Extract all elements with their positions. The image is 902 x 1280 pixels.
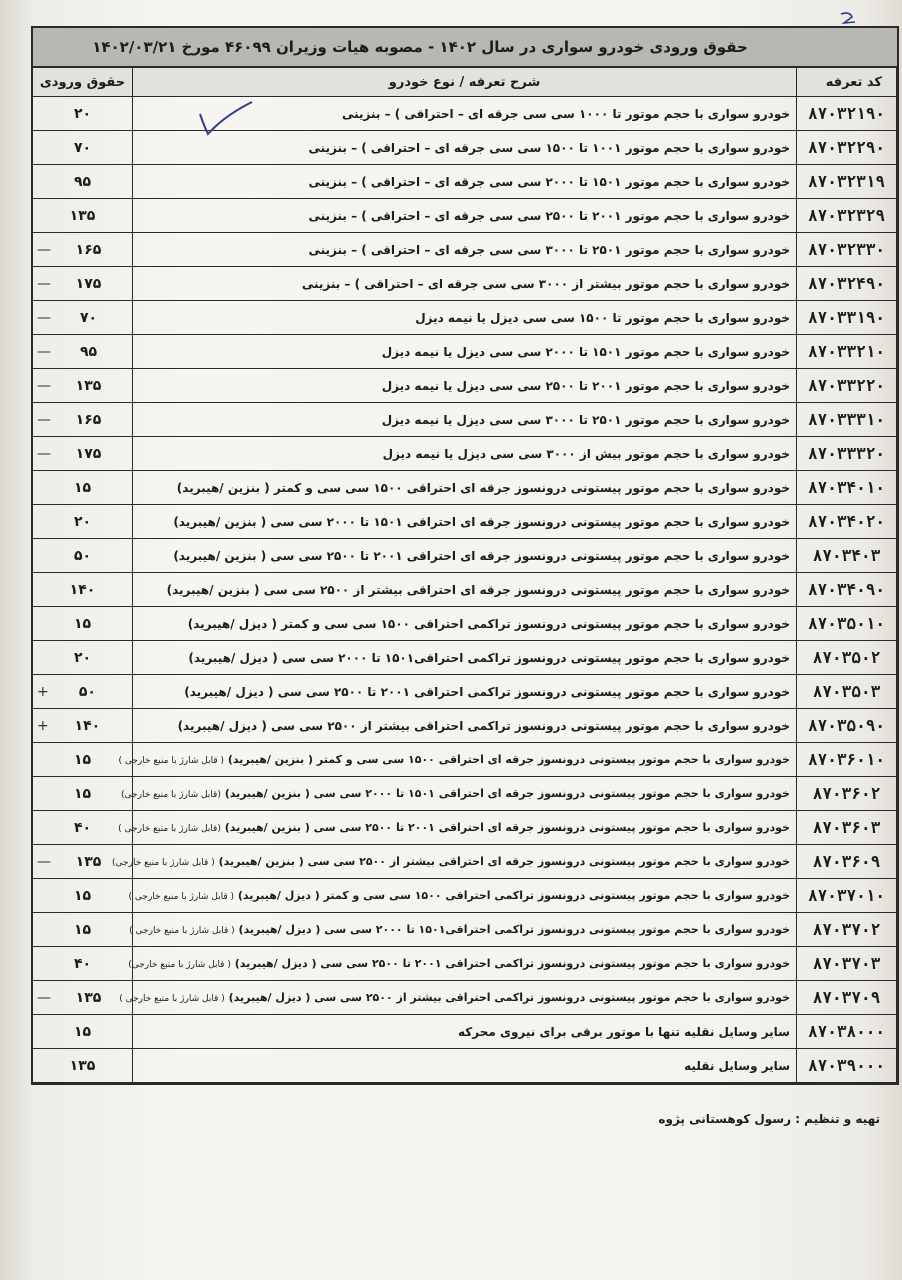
table-header-row — [33, 68, 897, 97]
column-header-code: کد تعرفه — [797, 68, 897, 97]
table-row — [33, 131, 897, 165]
fee-value: ۱۵ — [73, 1023, 92, 1040]
description-text: خودرو سواری با حجم موتور ۲۵۰۱ تا ۳۰۰۰ سی سی جرقه ای – احتراقی ) – بنزینی — [308, 242, 790, 257]
tariff-description-cell — [133, 675, 797, 709]
table-row — [33, 403, 897, 437]
description-text: خودرو سواری با حجم موتور تا ۱۰۰۰ سی سی جرقه ای – احتراقی ) – بنزینی — [341, 106, 790, 121]
table-row — [33, 233, 897, 267]
fee-value: ۵۰ — [78, 683, 96, 700]
fee-value: ۱۵ — [73, 921, 92, 938]
description-text: خودرو سواری با حجم موتور پیستونی درونسوز تراکمی احتراقی بیشتر از ۲۵۰۰ سی سی ( دیزل /هیبرید) — [228, 991, 790, 1004]
import-fee-cell — [33, 505, 133, 539]
description-text: خودرو سواری با حجم موتور پیستونی درونسوز جرقه ای احتراقی ۲۰۰۱ تا ۲۵۰۰ سی سی ( بنزین /هیبرید) — [224, 821, 790, 834]
tariff-code-cell: ۸۷۰۳۸۰۰۰ — [797, 1015, 897, 1049]
tariff-description-cell — [118, 811, 797, 845]
fee-value: ۱۷۵ — [75, 275, 102, 292]
fee-value: ۱۵ — [73, 751, 92, 768]
import-fee-cell — [33, 1049, 133, 1083]
tariff-code-cell: ۸۷۰۳۷۰۲ — [797, 913, 897, 947]
import-fee-cell — [33, 947, 133, 981]
table-row — [33, 505, 897, 539]
tariff-description-cell — [121, 777, 797, 811]
import-fee-cell — [33, 131, 133, 165]
fee-value: ۱۳۵ — [75, 853, 102, 870]
fee-value: ۴۰ — [73, 955, 92, 972]
import-fee-cell — [33, 403, 133, 437]
tariff-code-cell: ۸۷۰۳۲۳۲۹ — [797, 199, 897, 233]
tariff-description-cell — [118, 743, 797, 777]
fee-value: ۱۶۵ — [75, 241, 102, 258]
table-row — [33, 97, 897, 131]
table-row — [33, 335, 897, 369]
tariff-code-cell: ۸۷۰۳۷۰۹ — [797, 981, 897, 1015]
description-text: خودرو سواری با حجم موتور ۲۵۰۱ تا ۳۰۰۰ سی سی دیزل یا نیمه دیزل — [381, 412, 790, 427]
handwritten-tick-mark: — — [37, 411, 51, 428]
import-fee-cell — [33, 607, 133, 641]
charging-note: ( قابل شارژ با منبع خارجی ) — [128, 892, 235, 902]
tariff-description-cell — [133, 1015, 797, 1049]
prepared-by-footer: تهیه و تنظیم : رسول کوهستانی پژوه — [658, 1112, 880, 1126]
fee-value: ۹۵ — [79, 343, 98, 360]
import-fee-cell — [33, 267, 133, 301]
tariff-code-cell: ۸۷۰۳۷۰۱۰ — [797, 879, 897, 913]
table-row — [33, 471, 897, 505]
fee-value: ۱۵ — [73, 785, 92, 802]
table-row — [33, 437, 897, 471]
description-text: خودرو سواری با حجم موتور پیستونی درونسوز جرقه ای احتراقی بیشتر از ۲۵۰۰ سی سی ( بنزین /هیبرید) — [218, 855, 790, 868]
table-row — [33, 165, 897, 199]
handwritten-tick-mark: — — [37, 377, 51, 394]
tariff-code-cell: ۸۷۰۳۲۱۹۰ — [797, 97, 897, 131]
import-fee-cell — [33, 97, 133, 131]
fee-value: ۱۷۵ — [75, 445, 102, 462]
description-text: سایر وسایل نقلیه تنها با موتور برقی برای نیروی محرکه — [458, 1024, 790, 1039]
fee-value: ۷۰ — [73, 139, 92, 156]
import-fee-cell — [33, 539, 133, 573]
charging-note: (قابل شارژ با منبع خارجی ) — [118, 824, 221, 834]
fee-value: ۲۰ — [73, 105, 92, 122]
charging-note: ( قابل شارژ با منبع خارجی ) — [118, 756, 225, 766]
tariff-code-cell: ۸۷۰۳۶۰۳ — [797, 811, 897, 845]
table-body — [33, 97, 897, 1083]
table-row — [33, 879, 897, 913]
tariff-description-cell — [133, 1049, 797, 1083]
table-row — [33, 607, 897, 641]
tariff-code-cell: ۸۷۰۳۳۲۱۰ — [797, 335, 897, 369]
fee-value: ۱۳۵ — [69, 207, 96, 224]
charging-note: ( قابل شارژ با منبع خارجی) — [128, 960, 231, 970]
fee-value: ۱۳۵ — [75, 989, 102, 1006]
tariff-code-cell: ۸۷۰۳۵۰۱۰ — [797, 607, 897, 641]
fee-value: ۱۵ — [73, 887, 92, 904]
tariff-description-cell — [133, 301, 797, 335]
charging-note: ( قابل شارژ با منبع خارجی) — [112, 858, 215, 868]
tariff-description-cell — [133, 539, 797, 573]
table-row — [33, 369, 897, 403]
column-header-description: شرح تعرفه / نوع خودرو — [133, 68, 797, 97]
tariff-code-cell: ۸۷۰۳۳۳۱۰ — [797, 403, 897, 437]
table-row — [33, 811, 897, 845]
table-row — [33, 573, 897, 607]
handwritten-tick-mark: — — [37, 989, 51, 1006]
tariff-code-cell: ۸۷۰۳۵۰۳ — [797, 675, 897, 709]
tariff-code-cell: ۸۷۰۳۴۰۹۰ — [797, 573, 897, 607]
tariff-description-cell — [133, 369, 797, 403]
tariff-code-cell: ۸۷۰۳۳۲۲۰ — [797, 369, 897, 403]
import-fee-cell — [33, 981, 133, 1015]
description-text: خودرو سواری با حجم موتور پیستونی درونسوز تراکمی احتراقی ۱۵۰۰ سی سی و کمتر ( دیزل /هیبرید) — [187, 616, 790, 631]
handwritten-tick-mark: — — [37, 309, 51, 326]
description-text: خودرو سواری با حجم موتور پیستونی درونسوز تراکمی احتراقی ۲۰۰۱ تا ۲۵۰۰ سی سی ( دیزل /هیبرید) — [184, 684, 790, 699]
table-row — [33, 743, 897, 777]
description-text: خودرو سواری با حجم موتور ۲۰۰۱ تا ۲۵۰۰ سی سی دیزل یا نیمه دیزل — [381, 378, 790, 393]
fee-value: ۲۰ — [73, 513, 92, 530]
import-fee-cell — [33, 675, 133, 709]
table-row — [33, 199, 897, 233]
import-fee-cell — [33, 233, 133, 267]
tariff-code-cell: ۸۷۰۳۲۴۹۰ — [797, 267, 897, 301]
tariff-description-cell — [133, 641, 797, 675]
description-text: خودرو سواری با حجم موتور پیستونی درونسوز تراکمی احتراقی ۱۵۰۰ سی سی و کمتر ( دیزل /هیبرید) — [237, 889, 790, 902]
tariff-code-cell: ۸۷۰۳۶۰۲ — [797, 777, 897, 811]
import-fee-cell — [33, 709, 133, 743]
tariff-description-cell — [133, 335, 797, 369]
tariff-description-cell — [119, 981, 797, 1015]
handwritten-tick-mark: + — [37, 683, 49, 700]
description-text: خودرو سواری با حجم موتور ۱۰۰۱ تا ۱۵۰۰ سی سی جرقه ای – احتراقی ) – بنزینی — [308, 140, 790, 155]
charging-note: ( قابل شارژ با منبع خارجی ) — [129, 926, 235, 936]
tariff-code-cell: ۸۷۰۳۵۰۲ — [797, 641, 897, 675]
table-row — [33, 777, 897, 811]
tariff-code-cell: ۸۷۰۳۷۰۳ — [797, 947, 897, 981]
tariff-code-cell: ۸۷۰۳۴۰۳ — [797, 539, 897, 573]
import-fee-cell — [33, 301, 133, 335]
description-text: خودرو سواری با حجم موتور بیشتر از ۳۰۰۰ سی سی جرقه ای – احتراقی ) – بنزینی — [301, 276, 790, 291]
import-fee-cell — [33, 335, 133, 369]
table-row — [33, 267, 897, 301]
column-header-fee: حقوق ورودی — [33, 68, 133, 97]
tariff-code-cell: ۸۷۰۳۲۳۱۹ — [797, 165, 897, 199]
import-fee-cell — [33, 199, 133, 233]
fee-value: ۱۳۵ — [75, 377, 102, 394]
tariff-code-cell: ۸۷۰۳۳۱۹۰ — [797, 301, 897, 335]
description-text: خودرو سواری با حجم موتور پیستونی درونسوز تراکمی احتراقی ۲۰۰۱ تا ۲۵۰۰ سی سی ( دیزل /هیبرید) — [234, 957, 790, 970]
description-text: خودرو سواری با حجم موتور پیستونی درونسوز جرقه ای احتراقی ۱۵۰۰ سی سی و کمتر ( بنزین /هیبرید) — [176, 480, 790, 495]
import-fee-cell — [33, 369, 133, 403]
description-text: خودرو سواری با حجم موتور ۲۰۰۱ تا ۲۵۰۰ سی سی جرقه ای – احتراقی ) – بنزینی — [308, 208, 790, 223]
description-text: خودرو سواری با حجم موتور پیستونی درونسوز تراکمی احتراقی۱۵۰۱ تا ۲۰۰۰ سی سی ( دیزل /هیبرید) — [238, 923, 790, 936]
import-fee-cell — [33, 913, 133, 947]
charging-note: (قابل شارژ با منبع خارجی) — [121, 790, 221, 800]
tariff-description-cell — [133, 233, 797, 267]
fee-value: ۱۳۵ — [69, 1057, 96, 1074]
tariff-description-cell — [133, 267, 797, 301]
description-text: خودرو سواری با حجم موتور بیش از ۳۰۰۰ سی سی دیزل یا نیمه دیزل — [382, 446, 790, 461]
import-fee-cell — [33, 437, 133, 471]
import-fee-cell — [33, 777, 133, 811]
fee-value: ۹۵ — [73, 173, 92, 190]
handwritten-tick-mark: — — [37, 275, 51, 292]
import-fee-cell — [33, 1015, 133, 1049]
tariff-code-cell: ۸۷۰۳۲۳۳۰ — [797, 233, 897, 267]
tariff-code-cell: ۸۷۰۳۶۰۱۰ — [797, 743, 897, 777]
description-text: خودرو سواری با حجم موتور تا ۱۵۰۰ سی سی دیزل یا نیمه دیزل — [415, 310, 790, 325]
tariff-code-cell: ۸۷۰۳۹۰۰۰ — [797, 1049, 897, 1083]
import-fee-cell — [33, 573, 133, 607]
table-row — [33, 981, 897, 1015]
table-row — [33, 845, 897, 879]
tariff-description-cell — [133, 165, 797, 199]
tariff-description-cell — [133, 199, 797, 233]
tariff-description-cell — [133, 607, 797, 641]
tariff-code-cell: ۸۷۰۳۴۰۲۰ — [797, 505, 897, 539]
fee-value: ۱۵ — [73, 615, 92, 632]
handwritten-tick-mark: — — [37, 445, 51, 462]
tariff-code-cell: ۸۷۰۳۵۰۹۰ — [797, 709, 897, 743]
fee-value: ۲۰ — [73, 649, 92, 666]
fee-value: ۱۶۵ — [75, 411, 102, 428]
charging-note: ( قابل شارژ با منبع خارجی ) — [119, 994, 225, 1004]
table-row — [33, 1049, 897, 1083]
description-text: سایر وسایل نقلیه — [684, 1058, 790, 1073]
tariff-code-cell: ۸۷۰۳۶۰۹ — [797, 845, 897, 879]
tariff-description-cell — [133, 437, 797, 471]
table-row — [33, 301, 897, 335]
tariff-code-cell: ۸۷۰۳۲۲۹۰ — [797, 131, 897, 165]
description-text: خودرو سواری با حجم موتور پیستونی درونسوز جرقه ای احتراقی ۱۵۰۱ تا ۲۰۰۰ سی سی ( بنزین /هیبرید) — [173, 514, 790, 529]
fee-value: ۴۰ — [73, 819, 92, 836]
handwritten-checkmark — [196, 100, 256, 140]
description-text: خودرو سواری با حجم موتور پیستونی درونسوز تراکمی احتراقی۱۵۰۱ تا ۲۰۰۰ سی سی ( دیزل /هیبرید) — [188, 650, 790, 665]
handwritten-tick-mark: — — [37, 343, 51, 360]
tariff-description-cell — [112, 845, 797, 879]
tariff-code-cell: ۸۷۰۳۴۰۱۰ — [797, 471, 897, 505]
description-text: خودرو سواری با حجم موتور پیستونی درونسوز جرقه ای احتراقی ۱۵۰۱ تا ۲۰۰۰ سی سی ( بنزین /هیبرید) — [224, 787, 790, 800]
tariff-description-cell — [133, 573, 797, 607]
table-row — [33, 641, 897, 675]
import-fee-cell — [33, 879, 133, 913]
description-text: خودرو سواری با حجم موتور پیستونی درونسوز جرقه ای احتراقی ۱۵۰۰ سی سی و کمتر ( بنزین /هیبرید) — [227, 753, 790, 766]
tariff-description-cell — [129, 913, 797, 947]
document-title: حقوق ورودی خودرو سواری در سال ۱۴۰۲ - مصوبه هیات وزیران ۴۶۰۹۹ مورخ ۱۴۰۲/۰۳/۲۱ — [33, 26, 897, 67]
handwritten-tick-mark: + — [37, 717, 49, 734]
fee-value: ۱۴۰ — [74, 717, 101, 734]
table-row — [33, 1015, 897, 1049]
tariff-table — [32, 67, 897, 1083]
tariff-description-cell — [128, 947, 797, 981]
description-text: خودرو سواری با حجم موتور ۱۵۰۱ تا ۲۰۰۰ سی سی جرقه ای – احتراقی ) – بنزینی — [308, 174, 790, 189]
table-row — [33, 539, 897, 573]
tariff-description-cell — [133, 403, 797, 437]
tariff-description-cell — [133, 505, 797, 539]
handwritten-tick-mark: — — [37, 853, 51, 870]
tariff-sheet — [31, 26, 899, 1085]
tariff-description-cell — [133, 709, 797, 743]
fee-value: ۵۰ — [73, 547, 92, 564]
table-row — [33, 913, 897, 947]
fee-value: ۷۰ — [79, 309, 98, 326]
import-fee-cell — [33, 471, 133, 505]
tariff-description-cell — [133, 471, 797, 505]
table-row — [33, 675, 897, 709]
table-row — [33, 947, 897, 981]
import-fee-cell — [33, 165, 133, 199]
tariff-code-cell: ۸۷۰۳۳۳۲۰ — [797, 437, 897, 471]
description-text: خودرو سواری با حجم موتور ۱۵۰۱ تا ۲۰۰۰ سی سی دیزل یا نیمه دیزل — [381, 344, 790, 359]
fee-value: ۱۵ — [73, 479, 92, 496]
handwritten-corner-mark — [838, 10, 858, 26]
import-fee-cell — [33, 641, 133, 675]
table-row — [33, 709, 897, 743]
tariff-description-cell — [128, 879, 797, 913]
description-text: خودرو سواری با حجم موتور پیستونی درونسوز تراکمی احتراقی بیشتر از ۲۵۰۰ سی سی ( دیزل /هیبرید) — [177, 718, 790, 733]
description-text: خودرو سواری با حجم موتور پیستونی درونسوز جرقه ای احتراقی بیشتر از ۲۵۰۰ سی سی ( بنزین /هیبرید) — [166, 582, 790, 597]
description-text: خودرو سواری با حجم موتور پیستونی درونسوز جرقه ای احتراقی ۲۰۰۱ تا ۲۵۰۰ سی سی ( بنزین /هیبرید) — [173, 548, 790, 563]
fee-value: ۱۴۰ — [69, 581, 96, 598]
handwritten-tick-mark: — — [37, 241, 51, 258]
